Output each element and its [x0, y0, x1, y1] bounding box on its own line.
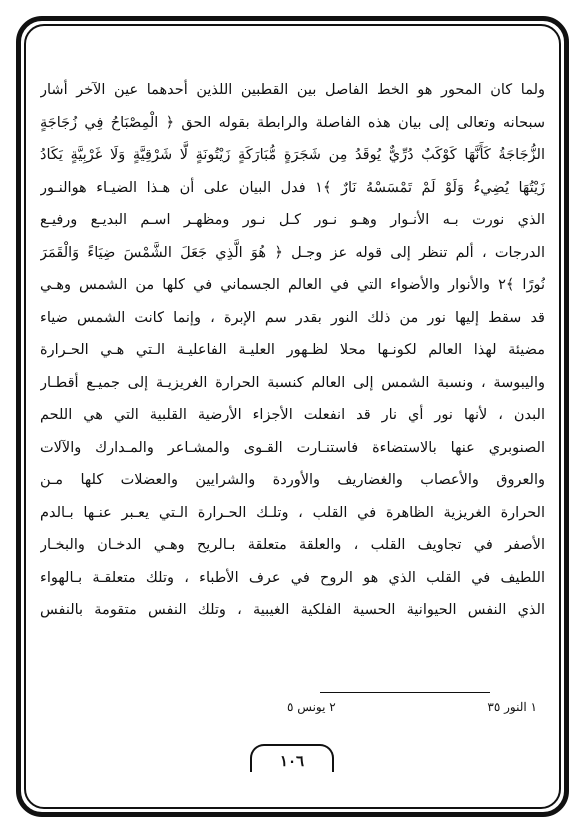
text-line: الدرجات ، ألم تنظر إلى قوله عز وجـل ﴿ هُوَ الَّذِي جَعَلَ الشَّمْسَ ضِيَاءً وَالْقَمَرَ: [40, 244, 545, 261]
text-line: والعروق والأعصاب والغضاريف والأوردة والشرايين والعضلات كلها مـن: [40, 472, 545, 488]
footnote-1: ١ النور ٣٥: [487, 700, 537, 714]
text-line: الذي نورت بـه الأنـوار وهـو نـور كـل نـور ومظهـر اسـم البديـع ورفيـع: [40, 212, 545, 228]
body-text: [40, 74, 545, 627]
text-line: واليبوسة ، ونسبة الشمس إلى العالم كنسبة الحرارة الغريزيـة إلى جميـع أقطـار: [40, 374, 545, 391]
text-line: نُورًا ﴾٢ والأنوار والأضواء التي في العالم الجسماني في كلها من الشمس وهـي: [40, 277, 545, 293]
text-line: سبحانه وتعالى إلى بيان هذه الفاصلة والرابطة بقوله الحق ﴿ الْمِصْبَاحُ فِي زُجَاجَةٍ: [40, 114, 545, 131]
text-line: زَيْتُهَا يُضِيءُ وَلَوْ لَمْ تَمْسَسْهُ نَارٌ ﴾١ فدل البيان على أن هـذا الضيـاء هوالنـور: [40, 179, 545, 196]
footnote-separator: [320, 692, 490, 693]
text-line: الصنوبري عنها بالاستضاءة فاستنـارت القـوى والمشـاعر والمـدارك والآلات: [40, 439, 545, 456]
text-line: الحرارة الغريزية الظاهرة في القلب ، وتلـك الحـرارة الـتي يعـبر عنـها بـالدم: [40, 504, 545, 521]
footnotes: [287, 700, 537, 714]
text-line: مضيئة لهذا العالم لكونـها محلا لظـهور العليـة الفاعليـة الـتي هـي الحـرارة: [40, 342, 545, 358]
text-line: ولما كان المحور هو الخط الفاصل بين القطبين اللذين أحدهما عين الآخر أشار: [40, 82, 545, 98]
page-number: ١٠٦: [250, 744, 334, 772]
text-line: اللطيف في القلب الذي هو الروح في عرف الأطباء ، وتلك متعلقـة بـالهواء: [40, 569, 545, 586]
text-line: الزُّجَاجَةُ كَأَنَّهَا كَوْكَبٌ دُرِّيٌّ يُوقَدُ مِن شَجَرَةٍ مُّبَارَكَةٍ زَيْتُونَةٍ لَّا شَرْقِيَّةٍ وَلَا غَرْبِيَّةٍ يَكَادُ: [40, 147, 545, 163]
text-line: قد سقط إليها نور من ذلك النور بقدر سم الإبرة ، وإنما كانت الشمس ضياء: [40, 309, 545, 326]
footnote-2: ٢ يونس ٥: [287, 700, 336, 714]
text-line: الذي النفس الحيوانية الحسية الفلكية الغيبية ، وتلك النفس متقومة بالنفس: [40, 602, 545, 618]
text-line: الأصفر في تجاويف القلب ، والعلقة متعلقة بـالريح وهـي الدخـان والبخـار: [40, 537, 545, 553]
text-line: البدن ، لأنها نور أي نار قد انفعلت الأجزاء الأرضية القلبية التي هي اللحم: [40, 407, 545, 423]
